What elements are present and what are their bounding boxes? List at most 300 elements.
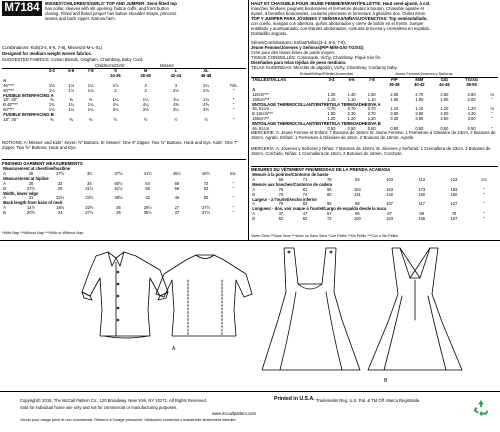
row-label-cell: A (252, 86, 256, 92)
value-cell: 41½ (143, 170, 152, 176)
sizes-fr-2: Jeune Femme/Jóvenes y Señoras(P/P-M/M-G/G-TG/XG) (251, 45, 364, 50)
value-cell: ½ (143, 117, 148, 123)
value-cell: 36½ (143, 210, 152, 216)
value-cell: 20½ (27, 210, 35, 216)
value-cell: 1¼ (142, 97, 149, 103)
fr-tissus: TISSUS CONSEILLÉS: Cotonnade, Vichy, Chambray, Piqué très fin. (251, 55, 382, 60)
value-cell: " (232, 185, 235, 191)
value-cell: 113 (418, 176, 426, 182)
combinations: Combinations: Kids(3-4, 5-6, 7-8), Misses(S-M-L-XL) (2, 45, 103, 50)
value-cell: 31½ (85, 185, 94, 191)
value-cell: 1¼ (112, 97, 119, 103)
value-cell: 0.70 (347, 106, 356, 112)
es-fabric: Diseñados para telas tejidas de peso mediano. (251, 60, 347, 65)
value-cell: 79 (278, 201, 284, 207)
value-cell: 103 (386, 176, 394, 182)
mercerie-text: MERCERIE: A: Jeune Femme et Enfant: 7 Boutons de 16mm. B: Jeune Femme: 1 Fermeture à Glissière de 23cm, 2 Boutons de 16mm, Agrafe. Enfant: 1 Fermeture à Glissière de 18cm, 2 Boutons de 16mm, Agrafe. (251, 130, 496, 141)
value-cell: 3½ (203, 107, 209, 113)
en-description-1: MISSES'/CHILDREN'S/GIRLS' TOP AND JUMPER: Semi-fitted top (45, 1, 177, 6)
value-cell: " (483, 211, 485, 217)
value-cell: 62 (302, 216, 308, 222)
value-cell: G/G (440, 77, 449, 82)
row-label-cell: 150cm*** (252, 116, 270, 122)
printed-in: Printed in U.S.A. (274, 396, 315, 402)
value-cell: " (483, 186, 485, 192)
value-cell: " (483, 191, 485, 197)
value-cell: 0.50 (467, 126, 476, 132)
value-cell: " (232, 97, 235, 103)
value-cell: 72 (326, 216, 332, 222)
jumper-b-back-drawing (368, 248, 462, 370)
value-cell: 45½ (172, 170, 181, 176)
row-label-cell: 60"*** (3, 107, 14, 113)
value-cell: 27 (174, 205, 180, 211)
value-cell: 76 (278, 186, 284, 192)
en-description-4: seams and back zipper. Narrow hem. (45, 16, 116, 21)
value-cell: 163 (386, 186, 394, 192)
value-cell: 1.20 (347, 116, 356, 122)
notions-text: NOTIONS: A: Misses' and Kids': Seven ⅝" Buttons. B: Misses': One 9" Zipper, Two ⅝" Buttons, Hook and Eye. Kids': One 7" Zipper, Two ⅝" Buttons, Hook and Eye. (2, 140, 238, 151)
value-cell: 48-50 (466, 81, 477, 87)
value-cell: 4⅝ (203, 102, 209, 108)
value-cell: m (490, 106, 494, 112)
row-label-cell: A (3, 180, 6, 186)
value-cell: 1¼ (203, 97, 209, 103)
value-cell: 1.30 (327, 91, 336, 97)
fr-notice: Vendu pour usage privé et non commercial. Réservé à l'usage personnel. Utilisación comercial o industrielle strictement interdite (20, 418, 236, 422)
row-label-cell: 115cm*** (252, 91, 269, 97)
group-header-jeune: Jeune Femme/Jóvenes y Señoras (395, 72, 453, 76)
row-label-cell: Mesure aux hanches/Contorno de cadera (252, 181, 333, 187)
row-label-cell: Back length from base of neck (3, 200, 63, 206)
footer-rule (0, 391, 500, 392)
value-cell: 30 (87, 170, 92, 176)
row-label-cell: Measurement at hipline (3, 175, 49, 181)
value-cell: 60½ (114, 180, 123, 186)
value-cell: 1¾ (48, 102, 55, 108)
value-cell: " (232, 117, 235, 123)
value-cell: 44-46 (439, 81, 450, 87)
value-cell: M (143, 68, 148, 73)
value-cell: 70 (451, 211, 457, 217)
value-cell: 66 (278, 176, 284, 182)
row-label-cell: FUSIBLE INTERFACING A (3, 92, 54, 98)
value-cell: 2⅞ (112, 82, 119, 88)
value-cell: 1¼ (68, 107, 75, 113)
value-cell: 3¼ (172, 107, 179, 113)
value-cell: 42 (145, 195, 150, 201)
fr-description-3: évasé, à bretelles boutonnées, coutures princesse et fermeture à glissière dos. Ourlet étroit. (251, 11, 426, 16)
es-description-4: Dobladillo angosto. (251, 31, 288, 36)
sold-notice: Sold for individual home use only and not for commercial or manufacturing purposes. (20, 405, 178, 410)
fr-fabric: Créé pour des tissus lisses de poids moyen. (251, 50, 336, 55)
value-cell: 27½ (27, 185, 35, 191)
value-cell: 66 (355, 211, 360, 217)
value-cell: " (483, 216, 485, 222)
row-label-cell: A (252, 186, 255, 192)
value-cell: 1⅛ (48, 107, 55, 113)
pattern-number: M7184 (2, 1, 42, 16)
nap-note-fr: *Avec Sens **Sans Sens ***Avec ou Sans Sens *Con Pelillo **Sin Pelillo ***Con o Sin Pelillo (251, 234, 398, 238)
value-cell: 3¼ (203, 82, 209, 88)
value-cell: 1.10 (390, 106, 399, 112)
value-cell: 1.20 (367, 116, 376, 122)
row-label-cell: A (3, 205, 6, 211)
value-cell: 1⅛ (68, 87, 75, 93)
value-cell: 76 (326, 176, 332, 182)
value-cell: 59 (174, 185, 180, 191)
center-divider (248, 0, 249, 240)
value-cell: 3.60 (467, 116, 476, 122)
row-label-cell: B (3, 185, 6, 191)
recycle-icon (470, 398, 492, 420)
value-cell: 1.90 (415, 96, 424, 102)
value-cell: " (232, 210, 235, 216)
value-cell: 50 (203, 195, 209, 201)
rule-finished (2, 159, 246, 160)
fr-description-1: HAUT ET CHASUBLE POUR JEUNE FEMME/ENFANT/FILLETTE: Haut semi-ajusté, à col, (251, 1, 431, 6)
value-cell: 160 (450, 191, 458, 197)
row-label-cell: ENTOILAGE THERMOCOLLANT/ENTRETELA TERMOADHESIVA A (252, 101, 381, 107)
value-cell: 63 (203, 185, 209, 191)
value-cell: 4.30 (467, 111, 476, 117)
group-header-kids: Children's/Girls' (95, 63, 125, 68)
value-cell: 1⅛ (48, 82, 55, 88)
value-cell: XL (203, 68, 209, 73)
value-cell: 0.70 (367, 106, 376, 112)
table-row (251, 217, 498, 222)
copyright: Copyright© 2015, The McCall Pattern Co., 120 Broadway, New York, NY 10271. All Rights Reserved. (20, 398, 207, 403)
value-cell: 103 (386, 216, 394, 222)
value-cell: 32 (57, 180, 63, 186)
value-cell: 72 (203, 180, 209, 186)
value-cell: 34 (87, 180, 92, 186)
row-label-cell: ENTOILAGE THERMOCOLLANT/ENTRETELA TERMOADHESIVA B (252, 121, 381, 127)
value-cell: 3⅛ (142, 107, 149, 113)
value-cell: " (491, 111, 493, 117)
value-cell: " (232, 195, 235, 201)
value-cell: 2.65 (390, 91, 399, 97)
mercerie (251, 130, 498, 140)
value-cell: 4⅛ (112, 102, 119, 108)
row-label-cell: A (252, 176, 255, 182)
row-label-cell: Width, lower edge (3, 190, 39, 196)
table-row (2, 211, 246, 216)
value-cell: 131 (354, 191, 361, 197)
value-cell: 3 (144, 82, 147, 88)
value-cell: 69 (419, 211, 425, 217)
merceria-text: MERCERÍA: A: Jóvenes y Señoras y Niñas: 7 Botones de 16mm. B: Jóvenes y Señoras: 1 Cremallera de 23cm, 2 Botones de 16mm, Corchete. Niñas: 1 Cremallera de 18cm, 2 Botones de 16mm, Corchete. (251, 146, 491, 157)
value-cell: 100 (354, 216, 361, 222)
group-header-misses: Misses' (160, 63, 175, 68)
row-label-cell: Mesure à la poitrine/Contorno de busto (252, 172, 329, 177)
row-label-cell: 18", 20" (3, 97, 18, 103)
value-cell: 117 (418, 201, 426, 207)
value-cell: 37 (278, 211, 284, 217)
value-cell: 32½ (56, 195, 65, 201)
website-url[interactable]: www.mccallpattern.com (212, 411, 256, 416)
row-label-cell: B (252, 191, 255, 197)
value-cell: 37½ (202, 210, 210, 216)
row-label-cell: FUSIBLE INTERFACING B (3, 112, 54, 118)
row-label-cell: B (3, 210, 6, 216)
value-cell: 1¼ (87, 107, 94, 113)
row-label-cell: A (252, 211, 255, 217)
value-cell: 150 (418, 191, 426, 197)
value-cell: ⅜ (69, 117, 73, 123)
value-cell: 1⅛ (48, 87, 55, 93)
row-label-cell: A (252, 201, 255, 207)
value-cell: 3.60 (440, 116, 449, 122)
value-cell: 83 (302, 201, 308, 207)
nap-note-en: *With Nap **Without Nap ***With or Without Nap (2, 231, 84, 235)
value-cell: 86 (326, 186, 332, 192)
value-cell: 47 (302, 211, 308, 217)
row-label-cell: Measurement at chestline/bustline (3, 166, 71, 171)
value-cell: 18½ (56, 205, 65, 211)
value-cell: 3-4 (48, 68, 55, 73)
value-cell: 5-6 (68, 68, 75, 73)
value-cell: 0.50 (415, 126, 424, 132)
value-cell: ½ (174, 117, 178, 123)
value-cell: 127 (450, 201, 458, 207)
value-cell: 94 (355, 176, 360, 182)
value-cell: 55 (145, 185, 150, 191)
value-cell: 7-8 (368, 77, 375, 82)
row-label-cell: A (3, 170, 6, 176)
jumper-b-front-drawing (262, 248, 360, 370)
designed-for: Designed for medium weight woven fabrics. (2, 51, 92, 56)
value-cell: 70 (278, 191, 284, 197)
garment-technical-drawings (0, 240, 500, 388)
value-cell: 154 (354, 186, 361, 192)
value-cell: 37½ (114, 170, 123, 176)
value-cell: ⅜ (49, 117, 54, 123)
value-cell: 26 (28, 170, 34, 176)
value-cell: " (232, 102, 235, 108)
yardage-table-en (2, 69, 246, 123)
value-cell: 34-36 (110, 72, 121, 78)
value-cell: " (232, 107, 235, 113)
value-cell: 183 (450, 186, 458, 192)
value-cell: 2 (144, 87, 147, 93)
value-cell: 1¾ (87, 102, 94, 108)
value-cell: 46 (174, 195, 180, 201)
notions-line-1 (2, 140, 246, 150)
value-cell: 2.30 (347, 111, 356, 117)
finished-table-en (2, 167, 246, 216)
value-cell: 3 (174, 82, 177, 88)
value-cell: ⅜ (49, 97, 54, 103)
value-cell: 57 (326, 211, 332, 217)
row-label-cell: 18", 20" (3, 117, 18, 123)
value-cell: 29 (57, 185, 63, 191)
value-cell: 80 (326, 191, 332, 197)
value-cell: 27½ (85, 210, 94, 216)
value-cell: ½ (204, 117, 208, 123)
value-cell: 42-44 (170, 72, 182, 78)
value-cell: 1.10 (327, 96, 336, 102)
row-label-cell: TAILLES/TALLAS (252, 77, 286, 82)
value-cell: 36-38 (389, 81, 400, 87)
value-cell: 46-48 (200, 72, 212, 78)
value-cell: 2⅛ (203, 87, 209, 93)
value-cell: 85 (326, 201, 332, 207)
row-label-cell: B 115cm*** (252, 111, 273, 117)
value-cell: 0.50 (440, 126, 449, 132)
value-cell: 38-40 (140, 72, 151, 78)
value-cell: 36 (116, 210, 121, 216)
row-label-cell: 46, 51cm (252, 106, 270, 112)
value-cell: 3⅛ (112, 107, 119, 113)
value-cell: 1.80 (327, 111, 336, 117)
value-cell: 140 (386, 191, 394, 197)
value-cell: 1.10 (367, 96, 376, 102)
value-cell: 2.90 (467, 91, 476, 97)
value-cell: P/P (391, 77, 398, 82)
value-cell: 71 (302, 176, 308, 182)
value-cell: 49½ (202, 170, 210, 176)
value-cell: 64 (145, 180, 150, 186)
value-cell: " (232, 180, 235, 186)
value-cell: 27½ (202, 205, 210, 211)
value-cell: " (232, 87, 235, 93)
value-cell: TG/XG (465, 77, 478, 82)
value-cell: " (491, 116, 493, 122)
value-cell: 26½ (143, 205, 152, 211)
value-cell: 26 (116, 205, 121, 211)
table-row (2, 118, 246, 123)
value-cell: 52 (278, 216, 284, 222)
value-cell: 1.90 (440, 96, 449, 102)
value-cell: 0.50 (347, 126, 356, 132)
finished-table-fr (251, 173, 498, 222)
value-cell: 27½ (56, 170, 65, 176)
value-cell: 2.00 (467, 96, 476, 102)
value-cell: 33½ (85, 195, 94, 201)
value-cell: L (174, 68, 178, 73)
finished-measurements-title: FINISHED GARMENT MEASUREMENTS (2, 161, 83, 166)
value-cell: 2.70 (415, 91, 424, 97)
figure-label-b: B (384, 378, 388, 384)
value-cell: 37 (174, 210, 180, 216)
value-cell: " (491, 126, 493, 132)
value-cell: 31 (28, 195, 34, 201)
value-cell: 1.40 (347, 91, 356, 97)
en-description-3: closing. Fitted and flared jumper has button shoulder straps, princess (45, 11, 177, 16)
row-label-cell: 46, 51cm (252, 126, 270, 132)
value-cell: 107 (386, 201, 394, 207)
top-a-back-drawing (156, 255, 252, 336)
value-cell: 1⅛ (68, 82, 75, 88)
value-cell: 74 (302, 191, 308, 197)
value-cell: 24 (57, 210, 63, 216)
value-cell: 173 (418, 186, 426, 192)
value-cell: 1.90 (390, 96, 399, 102)
value-cell: S (114, 68, 117, 73)
value-cell: " (483, 201, 485, 207)
es-description-3: entallado y acampanado, con tirantes abotonados, costuras princesa y cremallera en espalda. (251, 26, 431, 31)
trademarks: Trademarks Reg. U.S. Pat. & TM Off. Marca Registrada (316, 398, 420, 403)
value-cell: 1.20 (440, 106, 449, 112)
row-label-cell: Longueur - dos, voir nuque à l'ourlet/Largo de espalda desde la nuca (252, 206, 387, 212)
figure-label-a: A (172, 346, 176, 352)
row-label-cell: Largeur - à l'ourlet/Ancho inferior (252, 196, 318, 202)
row-label-cell: A (3, 195, 6, 201)
value-cell: 3.60 (415, 116, 424, 122)
merceria (251, 146, 498, 156)
en-description-2: has collar, sleeves with slit opening, button cuffs, and front button (45, 6, 169, 11)
value-cell: 38½ (114, 195, 123, 201)
value-cell: 4.00 (440, 111, 449, 117)
value-cell: 0.50 (390, 126, 399, 132)
value-cell: 3.80 (390, 111, 399, 117)
value-cell: ⅜ (88, 117, 93, 123)
value-cell: ⅜ (69, 97, 73, 103)
value-cell: M/M (415, 77, 424, 82)
value-cell: 51½ (114, 185, 123, 191)
value-cell: 2.70 (367, 111, 376, 117)
group-header-enfant: Enfant/Niñas/Fillette/Jovencitas (300, 72, 353, 76)
value-cell: Yds. (229, 82, 238, 88)
value-cell: 4⅜ (172, 102, 179, 108)
value-cell: 105 (418, 216, 426, 222)
sizes-fr: Séries/Combinaisons: Enfant/Niñas(3-4, 5-6, 7-8), (251, 40, 347, 45)
value-cell: 14½ (27, 205, 35, 211)
top-a-front-drawing (82, 252, 168, 338)
value-cell: m (490, 91, 494, 97)
row-label-cell: B 45"*** (3, 102, 18, 108)
value-cell: " (491, 96, 493, 102)
value-cell: 22½ (85, 205, 94, 211)
value-cell: 1.50 (367, 91, 376, 97)
value-cell: 1¾ (68, 102, 75, 108)
value-cell: Ins. (230, 170, 237, 176)
value-cell: 1⅛ (87, 87, 94, 93)
fr-description-2: manches fendues, poignets boutonnées et fermeture devant à bouton. Chasuble ajustée et (251, 6, 424, 11)
row-label-cell: 45"*** (3, 82, 14, 88)
value-cell: 3.90 (415, 111, 424, 117)
row-label-cell: 150cm*** (252, 96, 270, 102)
value-cell: 3-4 (328, 77, 335, 82)
value-cell: cm (481, 176, 487, 182)
row-label-cell: B (252, 216, 255, 222)
suggested-fabrics: SUGGESTED FABRICS: Cotton Blends, Gingham, Chambray, Baby Cord. (2, 57, 144, 62)
value-cell: 4¼ (142, 102, 149, 108)
row-label-cell: 60"*** (3, 87, 14, 93)
value-cell: 98 (355, 201, 360, 207)
value-cell: 81 (302, 186, 308, 192)
value-cell: ½ (113, 117, 118, 123)
row-label-cell: A (3, 77, 7, 83)
value-cell: ⅜ (88, 97, 93, 103)
value-cell: 2⅛ (172, 87, 179, 93)
value-cell: 0.50 (367, 126, 376, 132)
value-cell: 5-6 (348, 77, 355, 82)
es-description-2: con cuello, mangas con abertura, puños abotonados y cierre de botón en el frente. Jumper (251, 21, 424, 26)
value-cell: 30 (28, 180, 34, 186)
value-cell: 1⅛ (87, 82, 94, 88)
value-cell: 7-8 (87, 68, 94, 73)
value-cell: 2 (114, 87, 117, 93)
value-cell: 1.10 (415, 106, 424, 112)
value-cell: 1.10 (347, 96, 356, 102)
value-cell: 1.20 (467, 106, 476, 112)
yardage-table-fr (251, 78, 498, 132)
value-cell: 1.20 (327, 116, 336, 122)
es-telas: TELAS SUGERIDAS: Mezclas de algodón, Vichy, Chambray, Corduroy baby. (251, 65, 398, 70)
value-cell: 68 (174, 180, 180, 186)
